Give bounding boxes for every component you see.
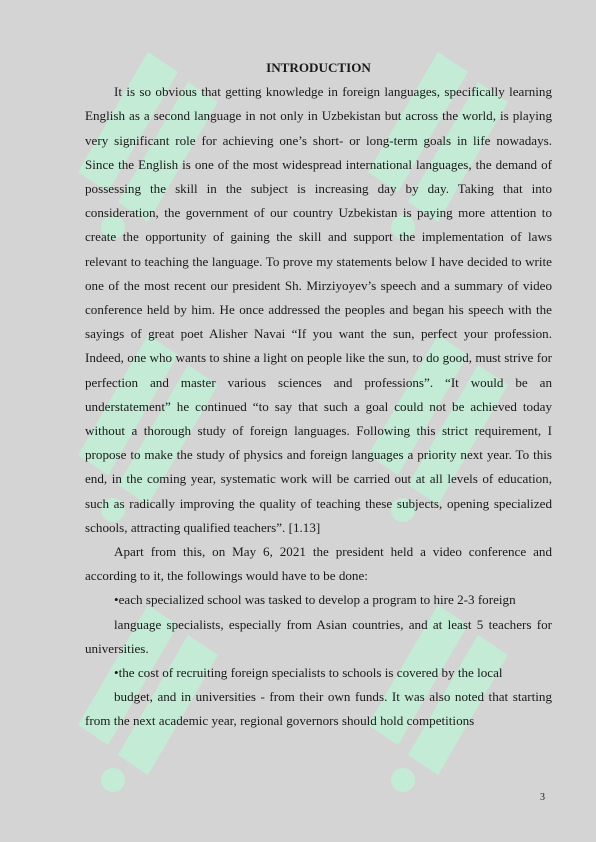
document-body (85, 56, 552, 734)
bullet-item-2 (85, 661, 552, 685)
section-heading: INTRODUCTION (266, 60, 371, 75)
paragraph-intro: It is so obvious that getting knowledge in foreign languages, specifically learning English as a second language in not only in Uzbekistan but across the world, is playing very significant role for achieving one’s short- or long-term goals in life nowadays. Since the English is one of the most widespread international languages, the demand of possessing the skill in the subject is increasing day by day. Taking that into consideration, the government of our country Uzbekistan is paying more attention to create the opportunity of gaining the skill and support the implementation of laws relevant to teaching the language. To prove my statements below I have decided to write one of the most recent our president Sh. Mirziyoyev’s speech and a summary of video conference held by him. He once addressed the peoples and began his speech with the sayings of great poet Alisher Navai “If you want the sun, perfect your profession. Indeed, one who wants to shine a light on people like the sun, to do good, must strive for perfection and master various sciences and professions”. “It would be an understatement” he continued “to say that such a goal could not be achieved today without a thorough study of foreign languages. Following this strict requirement, I propose to make the study of physics and foreign languages a priority next year. To this end, in the coming year, systematic work will be carried out at all levels of education, such as radically improving the quality of teaching these subjects, opening specialized schools, attracting qualified teachers”. [1.13] (85, 84, 552, 535)
bullet-continuation-1: language specialists, especially from Asian countries, and at least 5 teachers for universities. (85, 616, 552, 656)
bullet-item-1 (85, 588, 552, 612)
bullet-icon: • (114, 665, 119, 681)
page-number: 3 (540, 792, 545, 803)
bullet-continuation-2: budget, and in universities - from their own funds. It was also noted that starting from the next academic year, regional governors should hold competitions (85, 689, 552, 729)
paragraph-conference: Apart from this, on May 6, 2021 the president held a video conference and according to it, the followings would have to be done: (85, 544, 552, 584)
bullet-icon: • (114, 592, 119, 608)
bullet-text: each specialized school was tasked to develop a program to hire 2-3 foreign (118, 592, 516, 608)
bullet-text: the cost of recruiting foreign specialists to schools is covered by the local (118, 665, 503, 681)
